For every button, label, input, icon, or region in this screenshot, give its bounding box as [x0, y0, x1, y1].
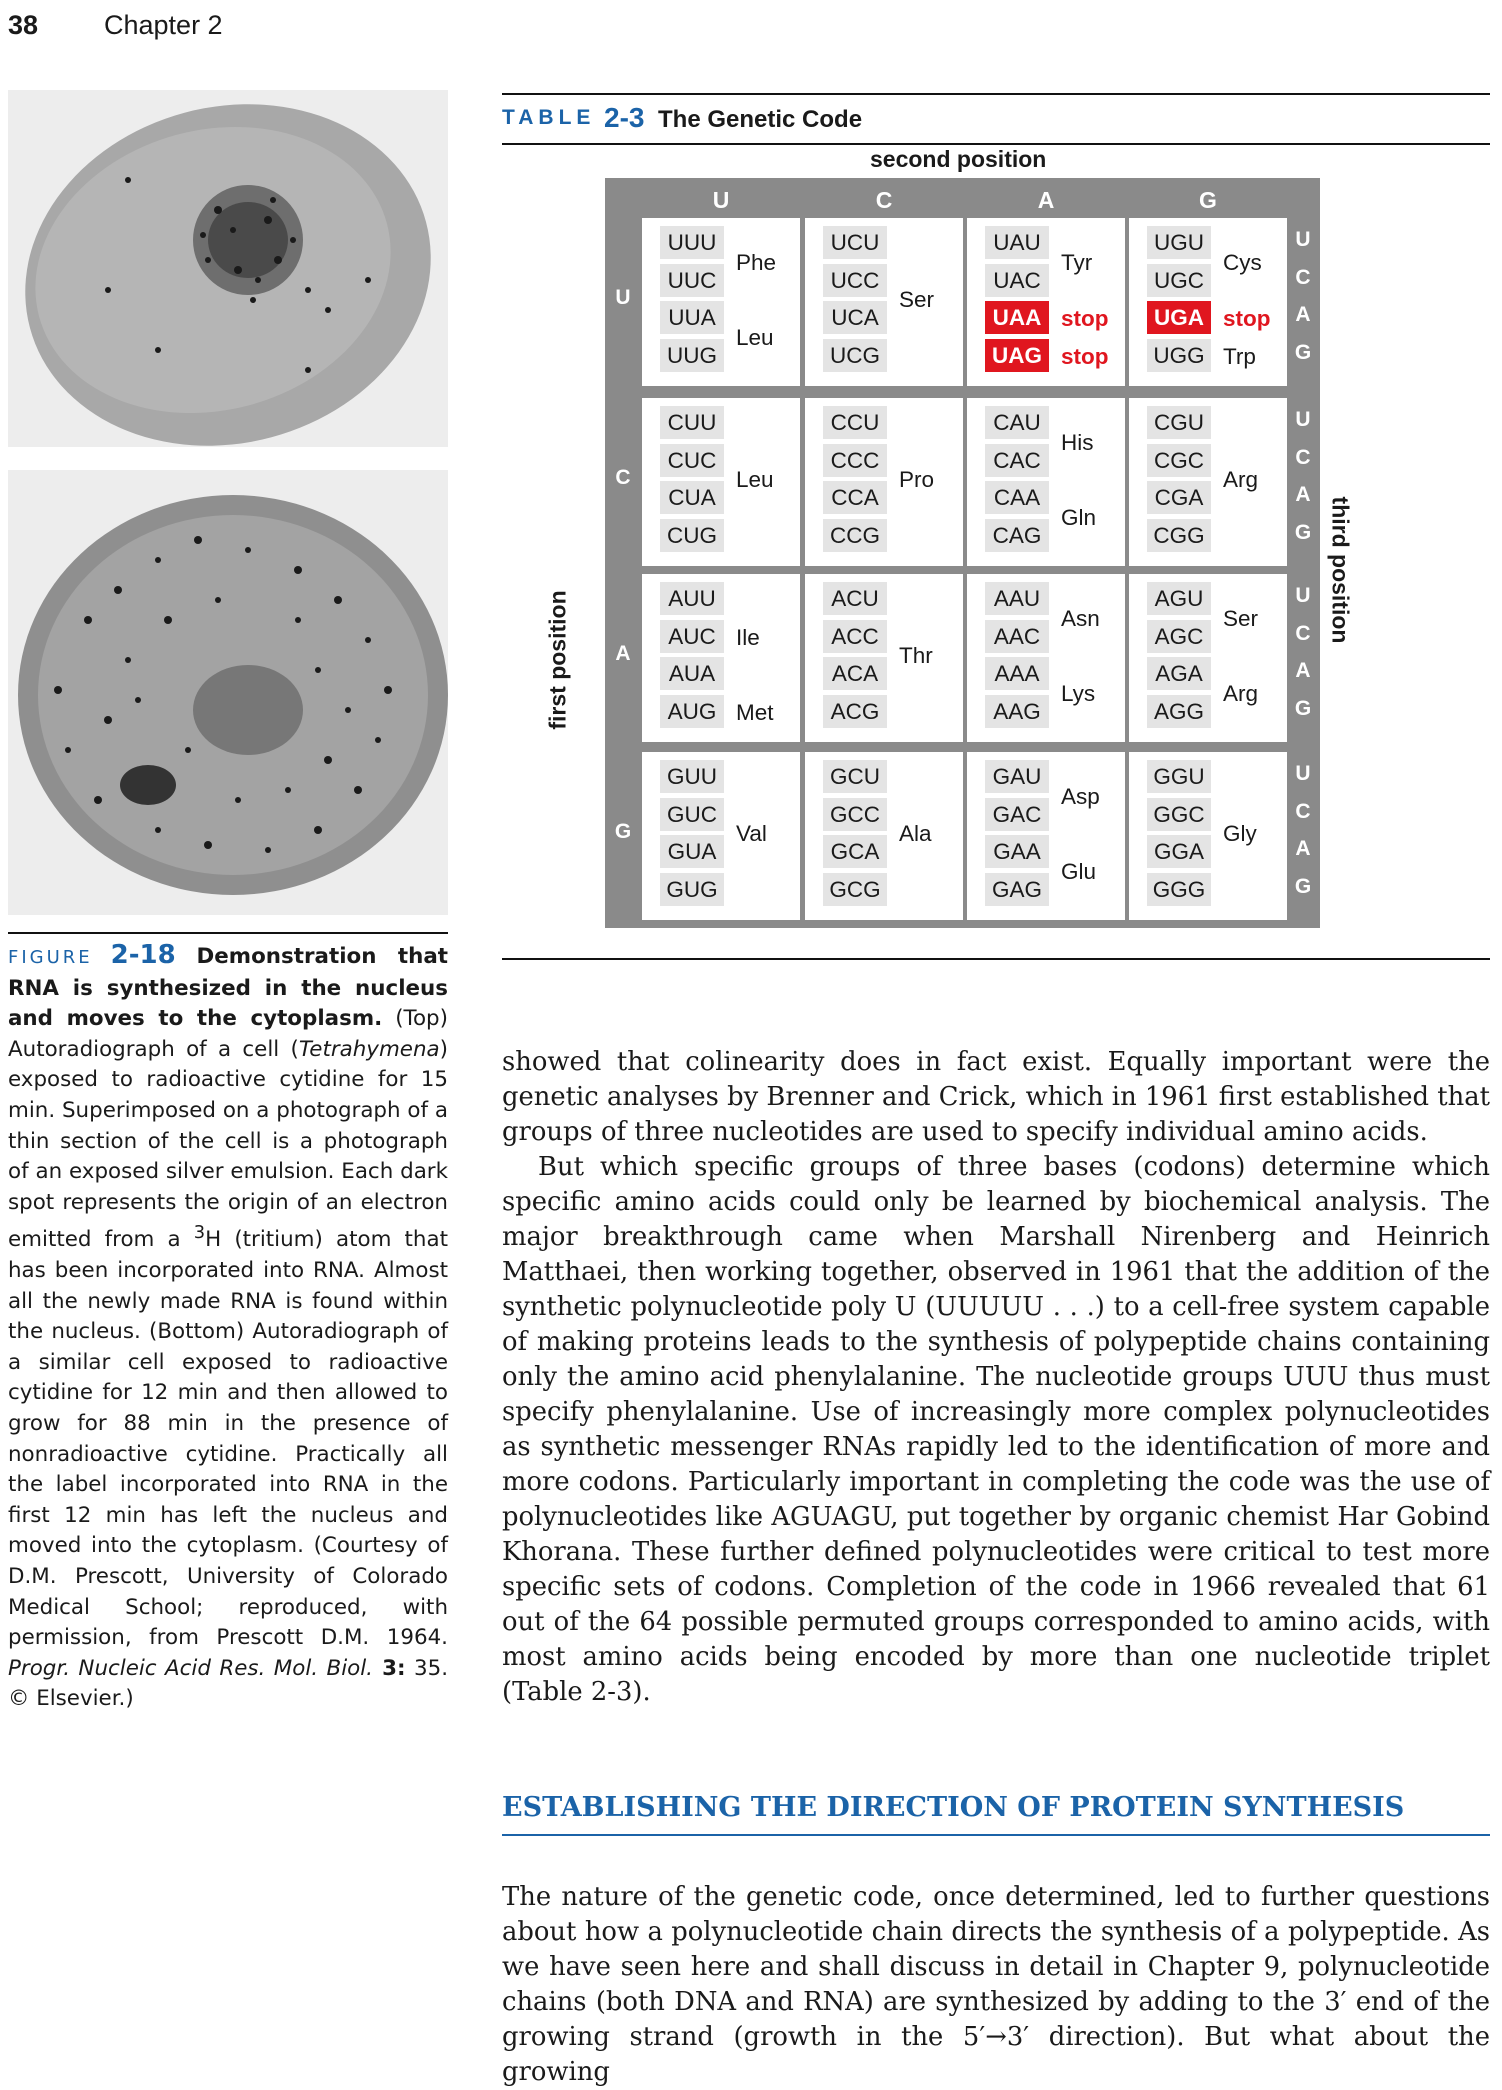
- codon-cell: GCU: [823, 760, 887, 793]
- first-position-label: first position: [544, 590, 571, 730]
- codon-cell: UGC: [1147, 264, 1211, 297]
- codon-cell: GGU: [1147, 760, 1211, 793]
- section-rule: [502, 1834, 1490, 1836]
- codon-cell: CCU: [823, 406, 887, 439]
- amino-acid-label: Glu: [1061, 858, 1097, 884]
- codon-cell: AAG: [985, 695, 1049, 728]
- page-number: 38: [8, 10, 39, 40]
- third-position-A: A: [1295, 303, 1311, 326]
- caption-text-b: ) exposed to radioactive cytidine for 15 min. Superimposed on a photograph of a thin section of the cell is a photograph of an exposed silver emulsion. Each dark spot represents the origin of an electron emitted from a: [8, 1036, 448, 1253]
- codon-cell: CUA: [660, 481, 724, 514]
- third-position-C: C: [1295, 445, 1311, 469]
- amino-acid-label: Lys: [1061, 680, 1096, 706]
- amino-acid-label: Tyr: [1061, 249, 1093, 275]
- codon-cell: GAG: [985, 873, 1049, 906]
- codon-cell: UCG: [823, 339, 887, 372]
- figure-label: FIGURE: [8, 947, 93, 968]
- codon-cell: GGA: [1147, 835, 1211, 868]
- body-text-block-2: [502, 1880, 1490, 2090]
- codon-cell: AGA: [1147, 657, 1211, 690]
- codon-cell: AAU: [985, 582, 1049, 615]
- paragraph-1: showed that colinearity does in fact exist. Equally important were the genetic analyses by Brenner and Crick, which in 1961 first established that groups of three nucleotides are used to specify individual amino acids.: [502, 1047, 1490, 1147]
- codon-cell: AAC: [985, 620, 1049, 653]
- codon-cell: UCA: [823, 301, 887, 334]
- amino-acid-label: Ser: [899, 287, 935, 313]
- amino-acid-label: Phe: [736, 249, 777, 275]
- second-position-label: second position: [870, 146, 1047, 172]
- codon-cell: UUU: [660, 226, 724, 259]
- codon-cell: UCU: [823, 226, 887, 259]
- codon-cell: CCG: [823, 519, 887, 552]
- codon-cell: GCC: [823, 798, 887, 831]
- body-text-block: [502, 1045, 1490, 1710]
- table-title-rule: [502, 143, 1490, 145]
- amino-acid-label: Met: [736, 699, 774, 725]
- figure-number: 2-18: [110, 940, 176, 970]
- amino-acid-label: Leu: [736, 467, 774, 493]
- amino-acid-label: Ile: [736, 624, 760, 650]
- stop-codon-label: stop: [1061, 306, 1109, 331]
- codon-cell: UGA: [1147, 301, 1211, 334]
- codon-cell: GCA: [823, 835, 887, 868]
- first-position-G: G: [614, 820, 632, 843]
- third-position-G: G: [1294, 696, 1312, 720]
- caption-text-d: 35. © Elsevier.): [8, 1655, 448, 1712]
- codon-cell: CUG: [660, 519, 724, 552]
- autoradiograph-top-image: [8, 90, 448, 447]
- codon-cell: CGA: [1147, 481, 1211, 514]
- amino-acid-label: Ser: [1223, 605, 1259, 631]
- stop-codon-label: stop: [1223, 306, 1271, 331]
- codon-cell: CGG: [1147, 519, 1211, 552]
- second-position-U: U: [712, 187, 730, 213]
- third-position-A: A: [1295, 837, 1311, 860]
- codon-cell: AUA: [660, 657, 724, 690]
- codon-cell: CGU: [1147, 406, 1211, 439]
- codon-cell: GGG: [1147, 873, 1211, 906]
- third-position-U: U: [1295, 228, 1311, 251]
- table-number: 2-3: [604, 102, 645, 133]
- amino-acid-label: Asn: [1061, 605, 1100, 631]
- codon-cell: UAC: [985, 264, 1049, 297]
- codon-cell: GCG: [823, 873, 887, 906]
- amino-acid-label: His: [1061, 429, 1094, 455]
- stop-codon-label: stop: [1061, 343, 1109, 369]
- codon-cell: AUC: [660, 620, 724, 653]
- codon-cell: CUC: [660, 444, 724, 477]
- figure-title: Demonstration that RNA is synthesized in the nucleus and moves to the cytoplasm.: [8, 944, 448, 1032]
- codon-cell: UUC: [660, 264, 724, 297]
- codon-cell: CAA: [985, 481, 1049, 514]
- codon-cell: ACC: [823, 620, 887, 653]
- third-position-C: C: [1295, 621, 1311, 645]
- codon-cell: CAU: [985, 406, 1049, 439]
- third-position-G: G: [1294, 340, 1312, 364]
- caption-text-c: H (tritium) atom that has been incorporated into RNA. Almost all the newly made RNA is found within the nucleus. (Bottom) Autoradiograph of a similar cell exposed to radioactive cytidine for 12 min and then allowed to grow for 88 min in the presence of nonradioactive cytidine. Practically all the label incorporated into RNA in the first 12 min has left the nucleus and moved into the cytoplasm. (Courtesy of D.M. Prescott, University of Colorado Medical School; reproduced, with permission, from Prescott D.M. 1964.: [8, 1227, 448, 1651]
- second-position-C: C: [875, 187, 893, 213]
- codon-cell: GUU: [660, 760, 724, 793]
- third-position-G: G: [1294, 874, 1312, 898]
- paragraph-3: The nature of the genetic code, once determined, led to further questions about how a polynucleotide chain directs the synthesis of a polypeptide. As we have seen here and shall discuss in detail in Chapter 9, polynucleotide chains (both DNA and RNA) are synthesized by adding to the 3′ end of the growing strand (growth in the 5′→3′ direction). But what about the growing: [502, 1882, 1490, 2087]
- table-bottom-rule: [502, 958, 1490, 960]
- third-position-A: A: [1295, 483, 1311, 506]
- second-position-A: A: [1037, 187, 1055, 213]
- chapter-title: Chapter 2: [104, 10, 223, 40]
- table-label: TABLE: [502, 106, 596, 129]
- figure-caption: [8, 940, 448, 1715]
- codon-cell: AUU: [660, 582, 724, 615]
- section-heading: ESTABLISHING THE DIRECTION OF PROTEIN SYNTHESIS: [502, 1792, 1405, 1823]
- codon-cell: GUG: [660, 873, 724, 906]
- codon-cell: GUA: [660, 835, 724, 868]
- third-position-label: third position: [1327, 496, 1354, 644]
- codon-cell: CGC: [1147, 444, 1211, 477]
- codon-cell: AAA: [985, 657, 1049, 690]
- autoradiograph-top: [8, 90, 448, 447]
- codon-cell: UUA: [660, 301, 724, 334]
- caption-journal: Progr. Nucleic Acid Res. Mol. Biol.: [8, 1655, 373, 1681]
- amino-acid-label: Ala: [899, 821, 932, 847]
- third-position-U: U: [1295, 762, 1311, 785]
- third-position-U: U: [1295, 584, 1311, 607]
- caption-text-a: (Top) Autoradiograph of a cell (: [8, 1006, 448, 1062]
- amino-acid-label: Val: [736, 821, 767, 847]
- paragraph-2: But which specific groups of three bases (codons) determine which specific amino acids could only be learned by biochemical analysis. The major breakthrough came when Marshall Nirenberg and Heinrich Matthaei, then working together, observed in 1961 that the addition of the synthetic polynucleotide poly U (UUUUU . . .) to a cell-free system capable of making proteins leads to the synthesis of polypeptide chains containing only the amino acid phenylalanine. The nucleotide groups UUU thus must specify phenylalanine. Use of increasingly more complex polynucleotides as synthetic messenger RNAs rapidly led to the identification of more and more codons. Particularly important in completing the code was the use of polynucleotides like AGUAGU, put together by organic chemist Har Gobind Khorana. These further defined polynucleotides were critical to test more specific sets of codons. Completion of the code in 1966 revealed that 61 out of the 64 possible permuted groups corresponded to amino acids, with most amino acids being encoded by more than one nucleotide triplet (Table 2-3).: [502, 1152, 1490, 1707]
- amino-acid-label: Leu: [736, 324, 774, 350]
- third-position-U: U: [1295, 408, 1311, 431]
- codon-cell: GAC: [985, 798, 1049, 831]
- codon-cell: UAA: [985, 301, 1049, 334]
- amino-acid-label: Arg: [1223, 680, 1259, 706]
- amino-acid-label: Gln: [1061, 504, 1097, 530]
- codon-cell: CAC: [985, 444, 1049, 477]
- second-position-G: G: [1199, 187, 1217, 213]
- third-position-G: G: [1294, 520, 1312, 544]
- codon-cell: CAG: [985, 519, 1049, 552]
- amino-acid-label: Arg: [1223, 467, 1259, 493]
- third-position-A: A: [1295, 659, 1311, 682]
- codon-cell: AGC: [1147, 620, 1211, 653]
- amino-acid-label: Gly: [1223, 821, 1257, 847]
- codon-cell: CCC: [823, 444, 887, 477]
- codon-cell: CCA: [823, 481, 887, 514]
- amino-acid-label: Thr: [899, 643, 933, 669]
- amino-acid-label: Trp: [1223, 343, 1256, 369]
- third-position-C: C: [1295, 799, 1311, 823]
- codon-cell: UAU: [985, 226, 1049, 259]
- autoradiograph-bottom-image: [8, 470, 448, 915]
- amino-acid-label: Cys: [1223, 249, 1262, 275]
- table-top-rule: [502, 93, 1490, 95]
- codon-cell: GGC: [1147, 798, 1211, 831]
- codon-cell: GUC: [660, 798, 724, 831]
- codon-cell: UGU: [1147, 226, 1211, 259]
- caption-rule: [8, 932, 448, 934]
- first-position-A: A: [615, 642, 631, 665]
- autoradiograph-bottom: [8, 470, 448, 915]
- codon-cell: GAU: [985, 760, 1049, 793]
- amino-acid-label: Pro: [899, 467, 935, 493]
- first-position-U: U: [615, 286, 631, 309]
- caption-organism: Tetrahymena: [298, 1036, 440, 1062]
- third-position-C: C: [1295, 265, 1311, 289]
- caption-superscript: 3: [193, 1222, 206, 1244]
- codon-cell: AUG: [660, 695, 724, 728]
- codon-cell: ACG: [823, 695, 887, 728]
- codon-cell: ACA: [823, 657, 887, 690]
- codon-cell: AGU: [1147, 582, 1211, 615]
- codon-cell: UCC: [823, 264, 887, 297]
- codon-cell: ACU: [823, 582, 887, 615]
- codon-cell: UAG: [985, 339, 1049, 372]
- codon-cell: AGG: [1147, 695, 1211, 728]
- caption-volume: 3:: [372, 1655, 406, 1681]
- table-title: The Genetic Code: [658, 106, 863, 133]
- first-position-C: C: [615, 466, 631, 489]
- codon-cell: UGG: [1147, 339, 1211, 372]
- amino-acid-label: Asp: [1061, 783, 1100, 809]
- codon-cell: GAA: [985, 835, 1049, 868]
- codon-cell: UUG: [660, 339, 724, 372]
- codon-cell: CUU: [660, 406, 724, 439]
